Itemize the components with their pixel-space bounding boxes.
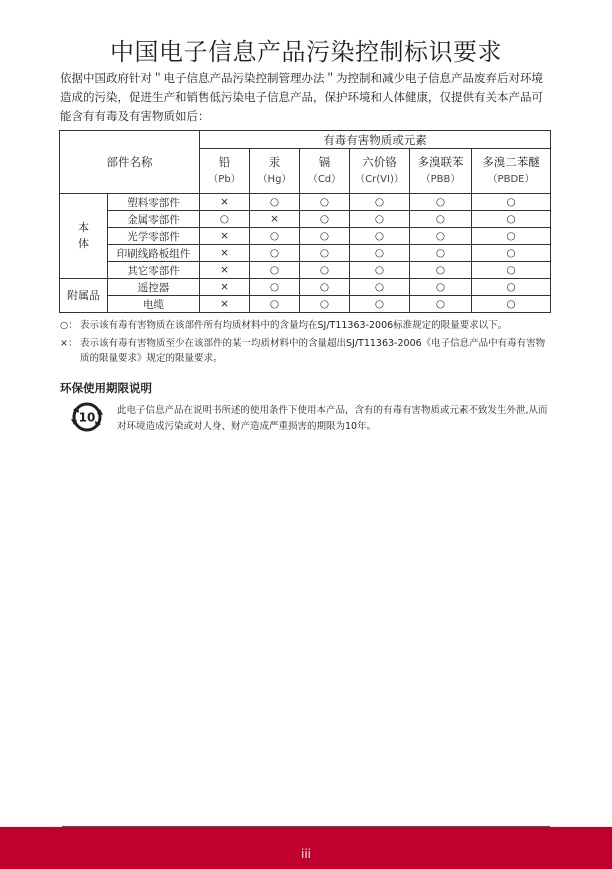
substances-group-header: 有毒有害物质或元素: [200, 131, 551, 149]
efup-description: 此电子信息产品在说明书所述的使用条件下使用本产品，含有的有毒有害物质或元素不致发生外泄,从而对环境造成污染或对人身、财产造成严重损害的期限为10年。: [117, 405, 548, 432]
part-name-cell: 塑料零部件: [108, 194, 200, 211]
substance-header: [350, 149, 410, 194]
status-cell: ○: [350, 296, 410, 313]
table-row: [60, 296, 551, 313]
status-cell: ○: [350, 262, 410, 279]
page-number: iii: [300, 847, 311, 861]
note-mark: ×：: [60, 338, 78, 349]
note-item: [60, 318, 552, 333]
substance-symbol: （Cd）: [307, 174, 342, 185]
efup-10-icon: [68, 398, 106, 436]
status-cell: ○: [410, 245, 472, 262]
status-cell: ○: [350, 279, 410, 296]
notes: [60, 318, 552, 369]
status-cell: ○: [472, 262, 551, 279]
status-cell: ○: [200, 211, 250, 228]
status-cell: ○: [300, 194, 350, 211]
status-cell: ○: [300, 211, 350, 228]
substance-name: 六价铬: [362, 155, 397, 169]
status-cell: ○: [250, 296, 300, 313]
table-row: [60, 228, 551, 245]
status-cell: ○: [472, 296, 551, 313]
substance-name: 镉: [318, 155, 331, 169]
status-cell: ○: [250, 262, 300, 279]
table-row: [60, 262, 551, 279]
part-name-cell: 金属零部件: [108, 211, 200, 228]
group-label: [60, 194, 108, 279]
page-title: 中国电子信息产品污染控制标识要求: [110, 38, 502, 66]
substance-symbol: （PBB）: [420, 174, 461, 185]
status-cell: ○: [472, 228, 551, 245]
substance-header: [300, 149, 350, 194]
note-text: 表示该有毒有害物质至少在该部件的某一均质材料中的含量超出SJ/T11363-2006《电子信息产品中有毒有害物质的限量要求》规定的限量要求。: [80, 338, 546, 364]
part-name-header: 部件名称: [60, 131, 200, 194]
status-cell: ○: [250, 245, 300, 262]
status-cell: ○: [300, 228, 350, 245]
status-cell: ○: [472, 279, 551, 296]
status-cell: ○: [300, 262, 350, 279]
substance-symbol: （Hg）: [257, 174, 292, 185]
status-cell: ○: [350, 245, 410, 262]
status-cell: ○: [410, 262, 472, 279]
note-mark: ○：: [60, 320, 78, 331]
status-cell: ×: [200, 228, 250, 245]
group-label-line: 体: [78, 237, 89, 250]
part-name-cell: 其它零部件: [108, 262, 200, 279]
substance-header: [410, 149, 472, 194]
status-cell: ×: [200, 279, 250, 296]
table-row: [60, 245, 551, 262]
table-row: [60, 279, 551, 296]
status-cell: ○: [350, 211, 410, 228]
substance-header: [472, 149, 551, 194]
part-name-cell: 遥控器: [108, 279, 200, 296]
status-cell: ○: [472, 245, 551, 262]
efup-heading: 环保使用期限说明: [60, 381, 152, 395]
note-item: [60, 336, 552, 366]
status-cell: ×: [250, 211, 300, 228]
table-row: [60, 211, 551, 228]
status-cell: ○: [250, 279, 300, 296]
status-cell: ○: [300, 296, 350, 313]
part-name-cell: 印刷线路板组件: [108, 245, 200, 262]
status-cell: ×: [200, 245, 250, 262]
intro-paragraph: 依据中国政府针对＂电子信息产品污染控制管理办法＂为控制和减少电子信息产品废弃后对环境造成的污染，促进生产和销售低污染电子信息产品，保护环境和人体健康，仅提供有关本产品可能含有有毒及有害物质如后：: [60, 71, 543, 123]
status-cell: ○: [300, 279, 350, 296]
substance-name: 多溴联苯: [417, 155, 464, 169]
substance-name: 铅: [218, 155, 231, 169]
status-cell: ○: [410, 296, 472, 313]
status-cell: ○: [472, 211, 551, 228]
status-cell: ×: [200, 194, 250, 211]
group-label-line: 本: [78, 221, 89, 234]
status-cell: ○: [250, 228, 300, 245]
status-cell: ○: [300, 245, 350, 262]
substance-name: 汞: [268, 155, 281, 169]
substance-symbol: （PBDE）: [487, 174, 535, 185]
group-label: [60, 279, 108, 313]
note-text: 表示该有毒有害物质在该部件所有均质材料中的含量均在SJ/T11363-2006标准规定的限量要求以下。: [80, 320, 508, 331]
status-cell: ○: [410, 211, 472, 228]
substance-symbol: （Cr(VI)）: [355, 174, 404, 185]
hazardous-substances-table: [59, 130, 551, 313]
part-name-cell: 电缆: [108, 296, 200, 313]
status-cell: ×: [200, 262, 250, 279]
status-cell: ○: [350, 228, 410, 245]
status-cell: ○: [350, 194, 410, 211]
substance-name: 多溴二苯醚: [482, 155, 540, 169]
status-cell: ○: [410, 194, 472, 211]
substance-header: [200, 149, 250, 194]
status-cell: ○: [472, 194, 551, 211]
status-cell: ×: [200, 296, 250, 313]
group-label-line: 附属品: [67, 288, 100, 302]
table-row: [60, 194, 551, 211]
substance-header: [250, 149, 300, 194]
part-name-cell: 光学零部件: [108, 228, 200, 245]
status-cell: ○: [410, 279, 472, 296]
substance-symbol: （Pb）: [208, 174, 241, 185]
status-cell: ○: [250, 194, 300, 211]
efup-icon-number: 10: [78, 410, 96, 425]
status-cell: ○: [410, 228, 472, 245]
